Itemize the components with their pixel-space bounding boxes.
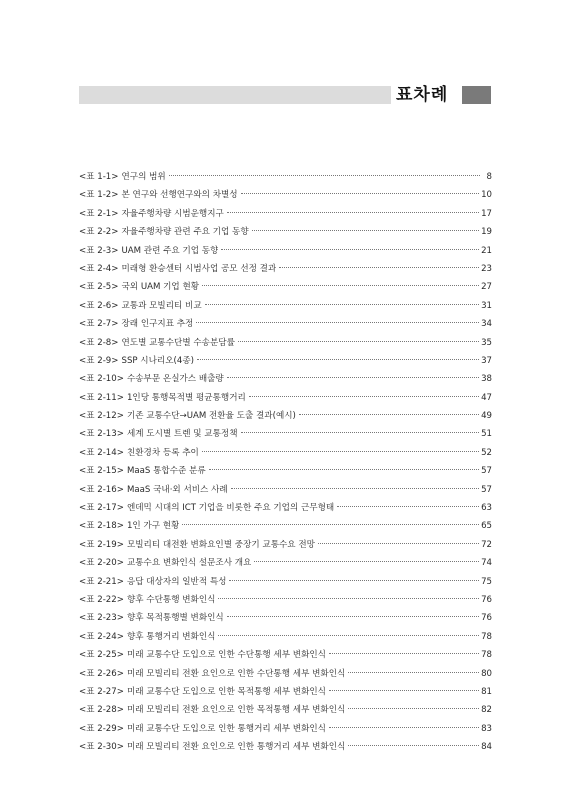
dot-leader	[227, 377, 479, 378]
table-number: <표 2-22>	[79, 594, 124, 605]
table-title: 미래 교통수단 도입으로 인한 수단통행 세부 변화인식	[126, 650, 326, 661]
toc-entry[interactable]	[79, 370, 492, 388]
table-title: MaaS 국내·외 서비스 사례	[126, 484, 228, 495]
page-number: 82	[481, 705, 492, 716]
table-title: 향후 통행거리 변화인식	[126, 631, 216, 642]
dot-leader	[249, 396, 479, 397]
table-number: <표 2-25>	[79, 650, 124, 661]
dot-leader	[329, 727, 479, 728]
table-number: <표 1-1>	[79, 172, 119, 182]
page-number: 84	[481, 742, 492, 753]
table-title: 기존 교통수단→UAM 전환율 도출 결과(예시)	[126, 411, 296, 422]
table-title: 엔데믹 시대의 ICT 기업을 비롯한 주요 기업의 근무형태	[126, 503, 335, 514]
page-number: 37	[481, 355, 492, 366]
page-number: 80	[481, 668, 492, 679]
page-number: 35	[481, 337, 492, 348]
dot-leader	[227, 616, 479, 617]
table-title: 친환경차 등록 추이	[126, 447, 199, 458]
table-title: 교통과 모빌리티 비교	[121, 300, 202, 311]
dot-leader	[202, 285, 479, 286]
toc-entry[interactable]	[79, 591, 492, 609]
toc-entry[interactable]	[79, 609, 492, 627]
page-number: 57	[481, 484, 492, 495]
table-number: <표 2-8>	[79, 337, 119, 348]
toc-entry[interactable]	[79, 536, 492, 554]
toc-entry[interactable]	[79, 278, 492, 296]
page-number: 21	[481, 245, 492, 256]
table-number: <표 2-26>	[79, 668, 124, 679]
table-title: 국외 UAM 기업 현황	[121, 282, 200, 293]
table-of-tables	[79, 168, 492, 757]
table-number: <표 2-14>	[79, 447, 124, 458]
table-title: 연구의 범위	[121, 172, 166, 182]
dot-leader	[279, 267, 479, 268]
table-number: <표 2-12>	[79, 411, 124, 422]
toc-entry[interactable]	[79, 499, 492, 517]
toc-entry[interactable]	[79, 573, 492, 591]
table-title: 미래형 환승센터 시범사업 공모 선정 결과	[121, 263, 277, 274]
table-number: <표 2-29>	[79, 723, 124, 734]
table-title: 미래 교통수단 도입으로 인한 목적통행 세부 변화인식	[126, 686, 326, 697]
toc-entry[interactable]	[79, 407, 492, 425]
table-title: SSP 시나리오(4종)	[121, 355, 194, 366]
table-title: 1인당 통행목적별 평균통행거리	[126, 392, 246, 403]
toc-entry[interactable]	[79, 389, 492, 407]
table-title: 1인 가구 현황	[126, 521, 180, 532]
table-number: <표 2-11>	[79, 392, 124, 403]
table-title: 미래 모빌리티 전환 요인으로 인한 수단통행 세부 변화인식	[126, 668, 346, 679]
table-title: 장래 인구지표 추정	[121, 319, 194, 330]
table-number: <표 2-30>	[79, 742, 124, 753]
dot-leader	[337, 506, 479, 507]
dot-leader	[252, 230, 479, 231]
dot-leader	[197, 359, 479, 360]
table-number: <표 2-16>	[79, 484, 124, 495]
table-number: <표 2-1>	[79, 208, 119, 219]
table-number: <표 2-15>	[79, 466, 124, 477]
toc-entry[interactable]	[79, 223, 492, 241]
table-number: <표 2-19>	[79, 539, 124, 550]
page-number: 81	[481, 686, 492, 697]
toc-entry[interactable]	[79, 683, 492, 701]
page-number: 83	[481, 723, 492, 734]
page-number: 34	[481, 319, 492, 330]
page-number: 38	[481, 374, 492, 385]
table-number: <표 2-6>	[79, 300, 119, 311]
toc-entry[interactable]	[79, 665, 492, 683]
toc-entry[interactable]	[79, 186, 492, 204]
page-number: 49	[481, 411, 492, 422]
table-number: <표 2-13>	[79, 429, 124, 440]
table-title: 연도별 교통수단별 수송분담률	[121, 337, 235, 348]
dot-leader	[209, 469, 479, 470]
dot-leader	[254, 561, 479, 562]
table-title: 자율주행차량 관련 주요 기업 동향	[121, 227, 249, 238]
table-title: 향후 수단통행 변화인식	[126, 594, 216, 605]
table-number: <표 2-10>	[79, 374, 124, 385]
toc-entry[interactable]	[79, 315, 492, 333]
table-title: 자율주행차량 시범운행지구	[121, 208, 224, 219]
dot-leader	[229, 580, 479, 581]
toc-entry[interactable]	[79, 242, 492, 260]
table-number: <표 2-28>	[79, 705, 124, 716]
table-number: <표 2-23>	[79, 613, 124, 624]
page-number: 63	[481, 503, 492, 514]
dot-leader	[227, 212, 479, 213]
toc-entry[interactable]	[79, 701, 492, 719]
table-title: 본 연구와 선행연구와의 차별성	[121, 190, 238, 201]
dot-leader	[196, 322, 479, 323]
table-number: <표 2-21>	[79, 576, 124, 587]
page-number: 78	[481, 650, 492, 661]
page-number: 78	[481, 631, 492, 642]
toc-entry[interactable]	[79, 425, 492, 443]
table-title: 미래 모빌리티 전환 요인으로 인한 목적통행 세부 변화인식	[126, 705, 346, 716]
dot-leader	[348, 708, 479, 709]
page-number: 75	[481, 576, 492, 587]
toc-entry[interactable]	[79, 481, 492, 499]
page-number: 31	[481, 300, 492, 311]
table-number: <표 2-17>	[79, 503, 124, 514]
table-title: 미래 교통수단 도입으로 인한 통행거리 세부 변화인식	[126, 723, 326, 734]
table-number: <표 2-20>	[79, 558, 124, 569]
dot-leader	[348, 672, 479, 673]
page-number: 8	[486, 172, 492, 182]
table-title: 수송부문 온실가스 배출량	[126, 374, 224, 385]
page-number: 76	[481, 613, 492, 624]
dot-leader	[329, 690, 479, 691]
toc-entry[interactable]	[79, 205, 492, 223]
table-title: 모빌리티 대전환 변화요인별 중장기 교통수요 전망	[126, 539, 315, 550]
table-title: 세계 도시별 트렌 및 교통정책	[126, 429, 238, 440]
table-number: <표 1-2>	[79, 190, 119, 201]
page-number: 65	[481, 521, 492, 532]
dot-leader	[348, 745, 479, 746]
toc-entry[interactable]	[79, 334, 492, 352]
toc-entry[interactable]	[79, 444, 492, 462]
table-title: UAM 관련 주요 기업 동향	[121, 245, 219, 256]
dot-leader	[231, 488, 479, 489]
toc-entry[interactable]	[79, 720, 492, 738]
page-number: 51	[481, 429, 492, 440]
toc-entry[interactable]	[79, 260, 492, 278]
title-accent-block	[462, 86, 491, 104]
toc-entry[interactable]	[79, 738, 492, 756]
table-number: <표 2-5>	[79, 282, 119, 293]
toc-entry[interactable]	[79, 297, 492, 315]
table-number: <표 2-7>	[79, 319, 119, 330]
toc-entry[interactable]	[79, 517, 492, 535]
toc-entry[interactable]	[79, 554, 492, 572]
page-number: 27	[481, 282, 492, 293]
table-number: <표 2-2>	[79, 227, 119, 238]
table-title: 교통수요 변화인식 설문조사 개요	[126, 558, 252, 569]
page-number: 17	[481, 208, 492, 219]
dot-leader	[318, 543, 479, 544]
table-number: <표 2-9>	[79, 355, 119, 366]
page-number: 72	[481, 539, 492, 550]
dot-leader	[299, 414, 479, 415]
page-number: 47	[481, 392, 492, 403]
dot-leader	[218, 598, 479, 599]
toc-entry[interactable]	[79, 168, 492, 186]
toc-entry[interactable]	[79, 462, 492, 480]
table-number: <표 2-18>	[79, 521, 124, 532]
table-number: <표 2-24>	[79, 631, 124, 642]
title-bar	[79, 86, 391, 104]
page-number: 10	[481, 190, 492, 201]
toc-entry[interactable]	[79, 646, 492, 664]
page-number: 57	[481, 466, 492, 477]
page-number: 52	[481, 447, 492, 458]
page-title: 표차례	[396, 85, 449, 105]
dot-leader	[202, 451, 479, 452]
dot-leader	[238, 341, 479, 342]
page-number: 74	[481, 558, 492, 569]
toc-entry[interactable]	[79, 628, 492, 646]
table-number: <표 2-4>	[79, 263, 119, 274]
dot-leader	[221, 249, 479, 250]
dot-leader	[182, 524, 479, 525]
table-number: <표 2-27>	[79, 686, 124, 697]
dot-leader	[241, 432, 480, 433]
dot-leader	[205, 304, 479, 305]
table-title: 미래 모빌리티 전환 요인으로 인한 통행거리 세부 변화인식	[126, 742, 346, 753]
toc-entry[interactable]	[79, 352, 492, 370]
page-number: 23	[481, 263, 492, 274]
table-title: MaaS 통합수준 분류	[126, 466, 206, 477]
dot-leader	[218, 635, 479, 636]
table-number: <표 2-3>	[79, 245, 119, 256]
page-number: 76	[481, 594, 492, 605]
dot-leader	[241, 193, 479, 194]
dot-leader	[169, 175, 480, 176]
table-title: 향후 목적통행별 변화인식	[126, 613, 224, 624]
dot-leader	[329, 653, 479, 654]
page-number: 19	[481, 227, 492, 238]
table-title: 응답 대상자의 일반적 특성	[126, 576, 227, 587]
